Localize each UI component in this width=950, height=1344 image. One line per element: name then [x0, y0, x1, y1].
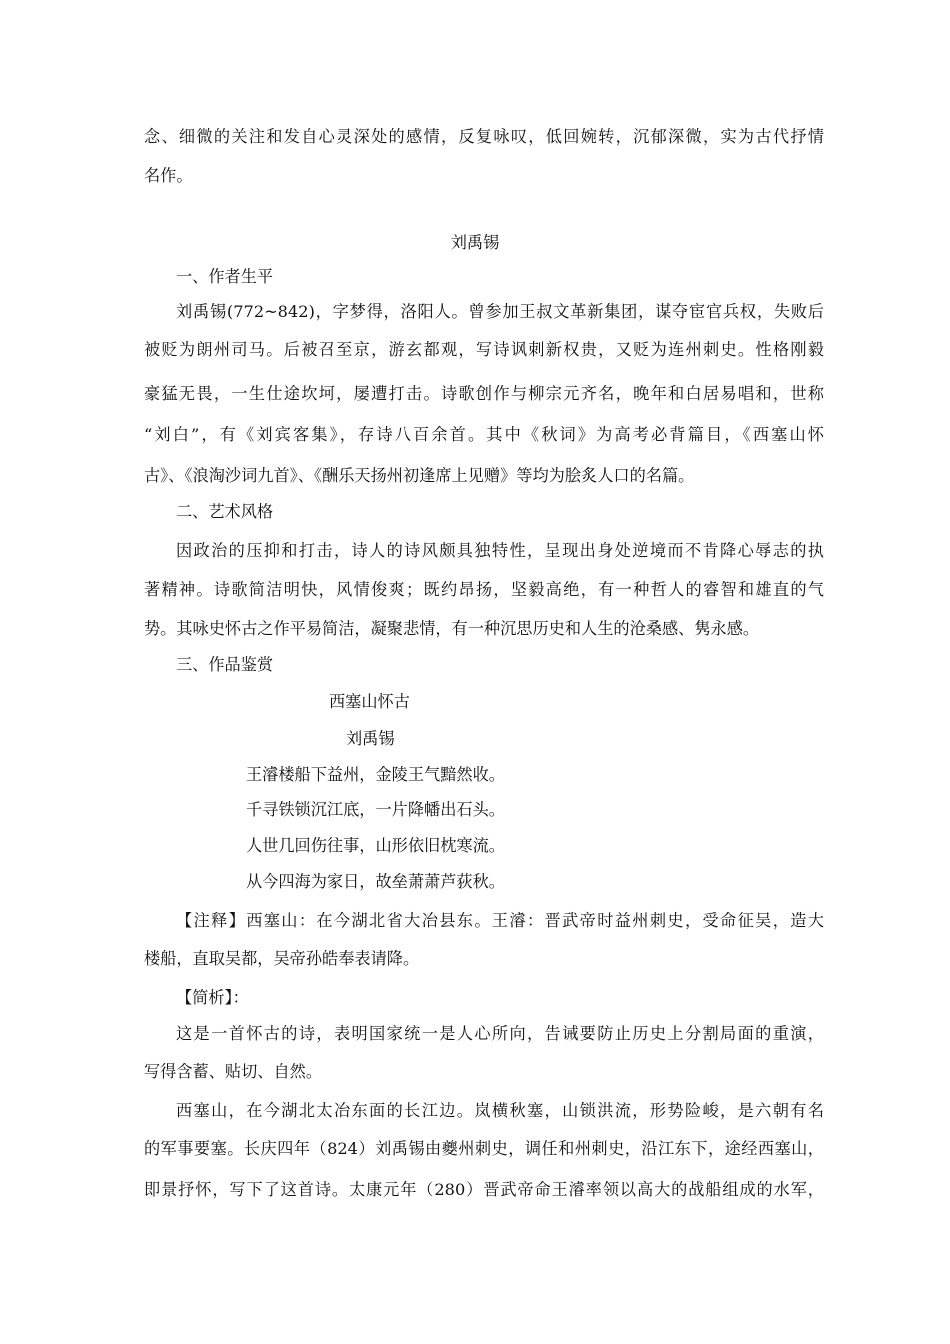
poem-line-3: 人世几回伤往事，山形依旧枕寒流。 [246, 836, 505, 855]
bio-line-4: “刘白”，有《刘宾客集》，存诗八百余首。其中《秋词》为高考必背篇目，《西塞山怀 [144, 425, 824, 444]
poem-line-4: 从今四海为家日，故垒萧萧芦荻秋。 [246, 872, 505, 891]
style-line-1: 因政治的压抑和打击，诗人的诗风颇具独特性，呈现出身处逆境而不肯降心辱志的执 [176, 541, 824, 560]
heading-art-style: 二、艺术风格 [176, 502, 274, 521]
heading-appreciation: 三、作品鉴赏 [176, 655, 274, 674]
intro-line-2: 名作。 [144, 166, 193, 185]
analysis-p1-line-2: 写得含蓄、贴切、自然。 [144, 1062, 323, 1081]
analysis-label: 【简析】： [176, 988, 249, 1007]
poem-title: 西塞山怀古 [329, 692, 410, 711]
intro-line-1: 念、细微的关注和发自心灵深处的感情，反复咏叹，低回婉转，沉郁深微，实为古代抒情 [144, 127, 824, 146]
bio-line-1: 刘禹锡(772~842)，字梦得，洛阳人。曾参加王叔文革新集团，谋夺宦官兵权，失败后 [176, 302, 824, 321]
bio-line-3: 豪猛无畏，一生仕途坎坷，屡遭打击。诗歌创作与柳宗元齐名，晚年和白居易唱和，世称 [144, 384, 824, 403]
analysis-p2-line-1: 西塞山，在今湖北太冶东面的长江边。岚横秋塞，山锁洪流，形势险峻，是六朝有名 [176, 1101, 824, 1120]
notes-line-1: 【注释】西塞山：在今湖北省大冶县东。王濬：晋武帝时益州刺史，受命征吴，造大 [176, 911, 824, 930]
section-title: 刘禹锡 [450, 233, 500, 252]
style-line-2: 著精神。诗歌简洁明快，风情俊爽；既约昂扬，坚毅高绝，有一种哲人的睿智和雄直的气 [144, 580, 824, 599]
poem-author: 刘禹锡 [346, 729, 395, 748]
poem-line-2: 千寻铁锁沉江底，一片降幡出石头。 [246, 800, 505, 819]
bio-line-2: 被贬为朗州司马。后被召至京，游玄都观，写诗讽刺新权贵，又贬为连州刺史。性格刚毅 [144, 340, 824, 359]
analysis-p2-line-3: 即景抒怀，写下了这首诗。太康元年（280）晋武帝命王濬率领以高大的战船组成的水军， [144, 1180, 824, 1199]
style-line-3: 势。其咏史怀古之作平易简洁，凝聚悲情，有一种沉思历史和人生的沧桑感、隽永感。 [144, 619, 760, 638]
notes-line-2: 楼船，直取吴都，吴帝孙皓奉表请降。 [144, 949, 420, 968]
poem-line-1: 王濬楼船下益州，金陵王气黯然收。 [246, 765, 505, 784]
analysis-p1-line-1: 这是一首怀古的诗，表明国家统一是人心所向，告诫要防止历史上分割局面的重演， [176, 1024, 824, 1043]
analysis-p2-line-2: 的军事要塞。长庆四年（824）刘禹锡由夔州刺史，调任和州刺史，沿江东下，途经西塞山， [144, 1139, 824, 1158]
heading-author-life: 一、作者生平 [176, 267, 274, 286]
bio-line-5: 古》、《浪淘沙词九首》、《酬乐天扬州初逢席上见赠》等均为脍炙人口的名篇。 [144, 466, 695, 485]
